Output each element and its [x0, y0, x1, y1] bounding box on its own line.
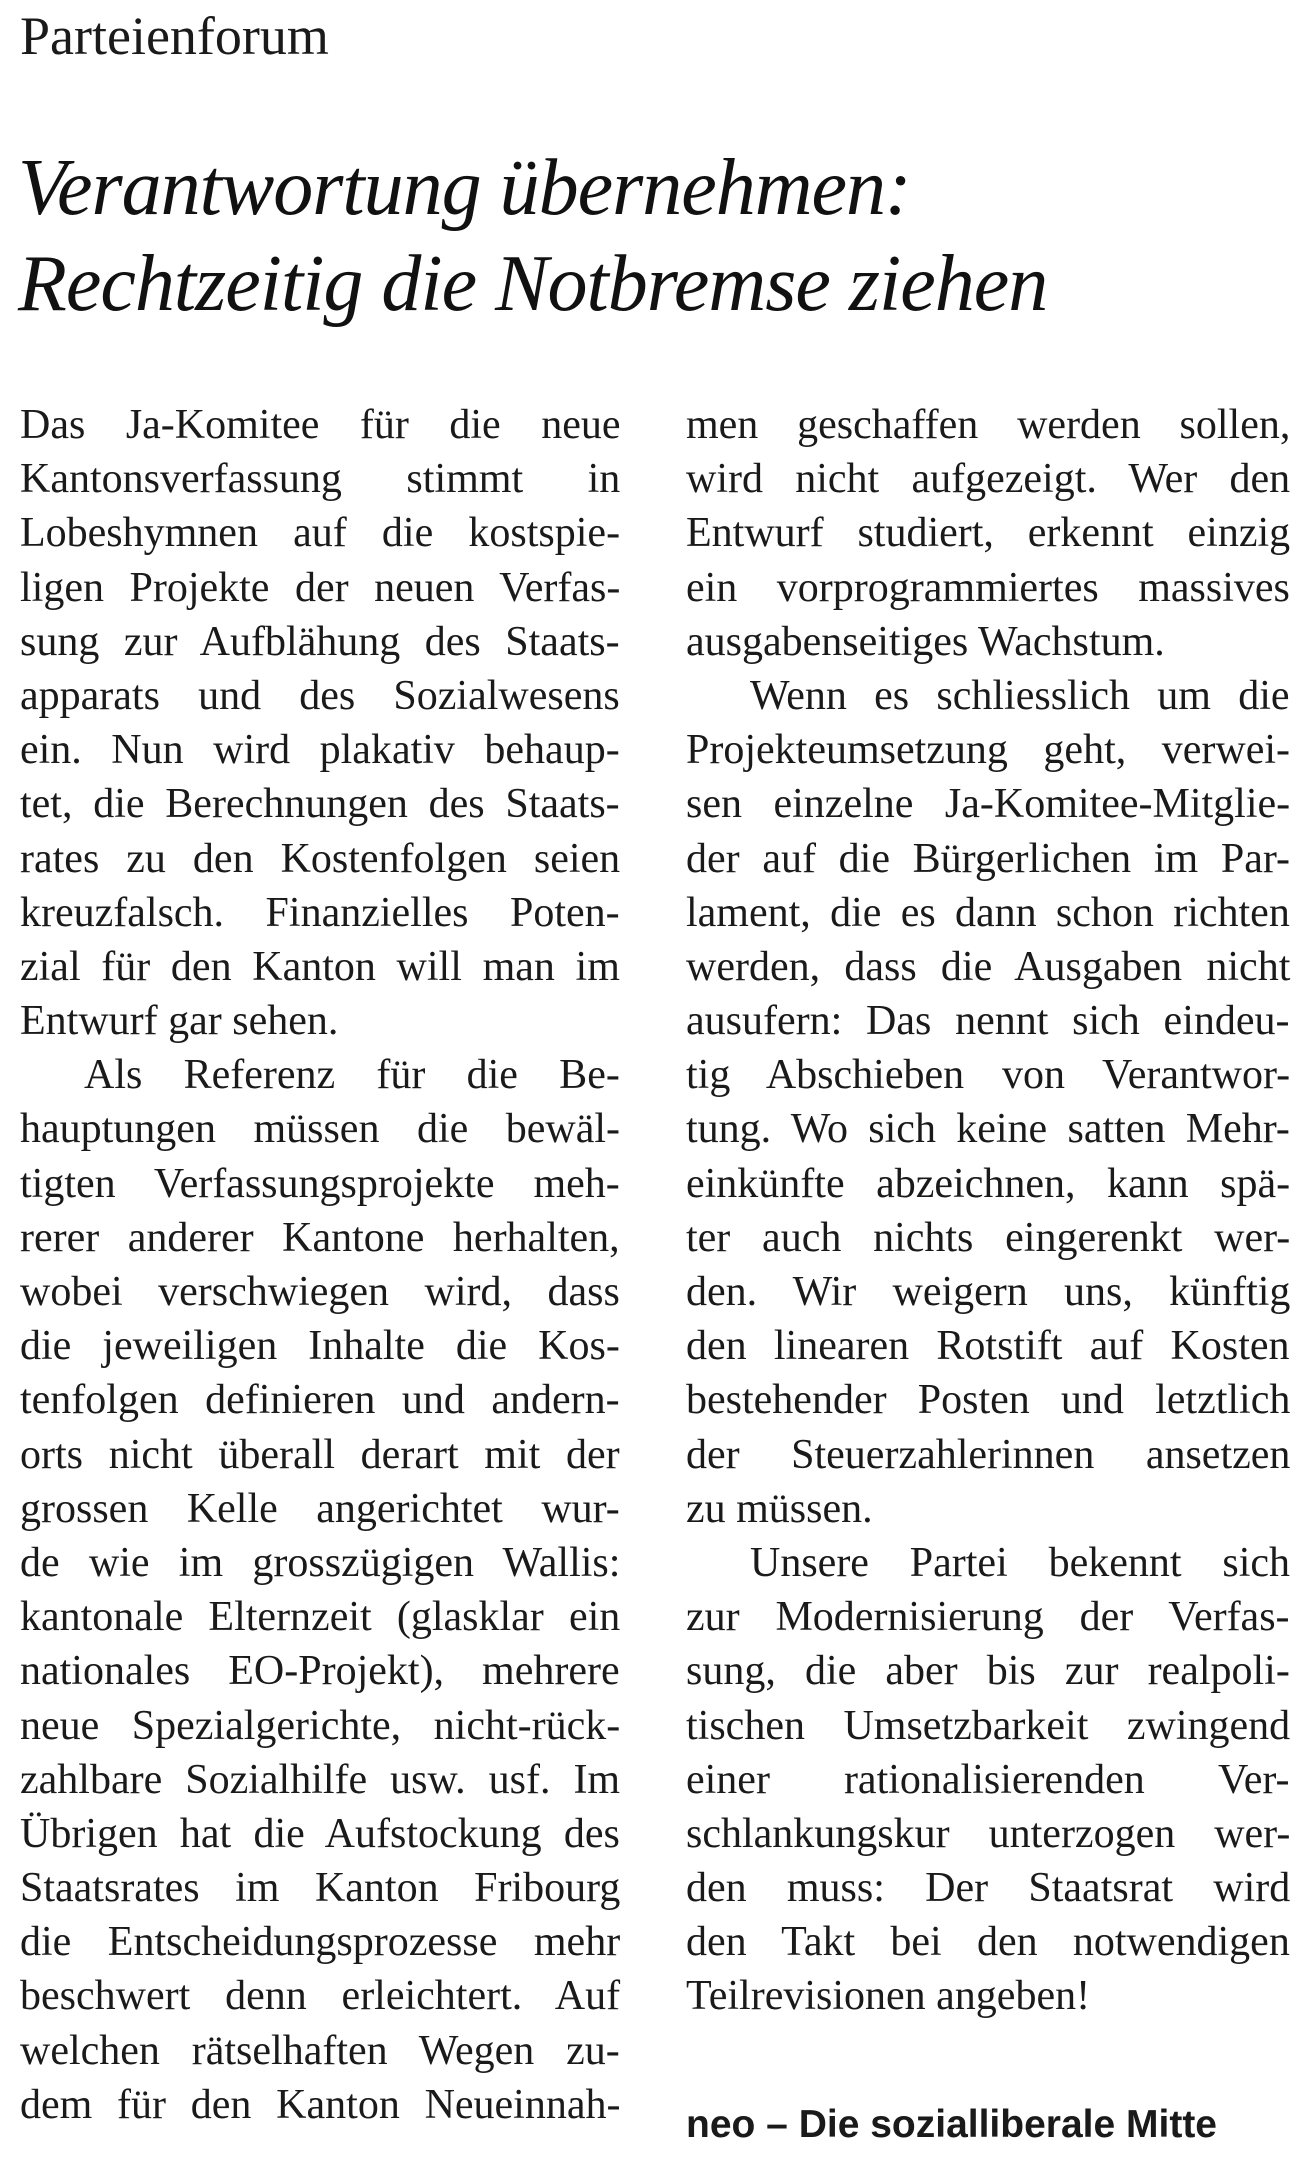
- text-line: schlankungskur unterzogen wer-: [686, 1810, 1291, 1857]
- text-line: Wenn es schliesslich um die: [750, 672, 1290, 719]
- text-line: sen einzelne Ja-Komitee-Mitglie-: [686, 781, 1291, 828]
- text-line: den. Wir weigern uns, künftig: [686, 1269, 1291, 1315]
- text-line: Übrigen hat die Aufstockung des: [20, 1810, 620, 1857]
- text-line: Staatsrates im Kanton Fribourg: [20, 1865, 621, 1912]
- text-line: neue Spezialgerichte, nicht-rück-: [20, 1702, 621, 1749]
- text-line: ausufern: Das nennt sich eindeu-: [686, 998, 1290, 1045]
- text-line: einer rationalisierenden Ver-: [686, 1756, 1290, 1803]
- text-line: grossen Kelle angerichtet wur-: [20, 1485, 620, 1532]
- text-line: ter auch nichts eingerenkt wer-: [686, 1214, 1291, 1261]
- article-headline: [18, 140, 1298, 332]
- text-line: dem für den Kanton Neueinnah-: [20, 2081, 621, 2128]
- section-label: Parteienforum: [20, 6, 329, 66]
- text-line: sung zur Aufblähung des Staats-: [20, 618, 620, 665]
- text-line: einkünfte abzeichnen, kann spä-: [686, 1160, 1291, 1207]
- text-line: sung, die aber bis zur realpoli-: [686, 1648, 1290, 1695]
- text-line: Kantonsverfassung stimmt in: [20, 456, 621, 503]
- text-line: kantonale Elternzeit (glasklar ein: [20, 1594, 621, 1641]
- text-line: den Takt bei den notwendigen: [686, 1919, 1290, 1966]
- text-line: kreuzfalsch. Finanzielles Poten-: [20, 889, 620, 936]
- text-line: Entwurf gar sehen.: [20, 998, 339, 1045]
- text-line: Projekteumsetzung geht, verwei-: [686, 727, 1290, 774]
- text-line: tung. Wo sich keine satten Mehr-: [686, 1106, 1290, 1153]
- text-line: Lobeshymnen auf die kostspie-: [20, 510, 621, 557]
- text-line: apparats und des Sozialwesens: [20, 672, 620, 719]
- text-line: ein. Nun wird plakativ behaup-: [20, 727, 620, 774]
- text-line: die Entscheidungsprozesse mehr: [20, 1919, 621, 1966]
- author-signature: neo – Die sozialliberale Mitte: [686, 2103, 1217, 2146]
- text-line: beschwert denn erleichtert. Auf: [20, 1973, 621, 2020]
- text-line: wird nicht aufgezeigt. Wer den: [686, 456, 1291, 503]
- text-line: tigten Verfassungsprojekte meh-: [20, 1160, 620, 1207]
- text-line: werden, dass die Ausgaben nicht: [686, 943, 1291, 990]
- text-line: ligen Projekte der neuen Verfas-: [20, 564, 621, 611]
- text-line: tig Abschieben von Verantwor-: [686, 1052, 1291, 1099]
- text-line: den linearen Rotstift auf Kosten: [686, 1323, 1290, 1370]
- text-line: zahlbare Sozialhilfe usw. usf. Im: [20, 1756, 621, 1803]
- text-line: zial für den Kanton will man im: [20, 943, 620, 990]
- text-line: Als Referenz für die Be-: [84, 1052, 620, 1099]
- headline-line: Rechtzeitig die Notbremse ziehen: [18, 240, 1048, 328]
- text-line: welchen rätselhaften Wegen zu-: [20, 2027, 620, 2074]
- text-line: zu müssen.: [686, 1485, 873, 1532]
- text-line: hauptungen müssen die bewäl-: [20, 1106, 621, 1153]
- text-line: de wie im grosszügigen Wallis:: [20, 1539, 621, 1586]
- text-line: tenfolgen definieren und andern-: [20, 1377, 620, 1424]
- text-line: rerer anderer Kantone herhalten,: [20, 1214, 620, 1261]
- text-line: nationales EO-Projekt), mehrere: [20, 1648, 620, 1695]
- text-line: zur Modernisierung der Verfas-: [686, 1594, 1290, 1641]
- text-line: Das Ja-Komitee für die neue: [20, 402, 621, 448]
- text-line: den muss: Der Staatsrat wird: [686, 1865, 1291, 1912]
- text-line: die jeweiligen Inhalte die Kos-: [20, 1323, 620, 1370]
- text-line: tischen Umsetzbarkeit zwingend: [686, 1702, 1291, 1749]
- text-line: Entwurf studiert, erkennt einzig: [686, 510, 1291, 557]
- text-line: orts nicht überall derart mit der: [20, 1431, 620, 1478]
- article-column-left: [20, 398, 620, 2132]
- text-line: Teilrevisionen angeben!: [686, 1973, 1091, 2020]
- text-line: der Steuerzahlerinnen ansetzen: [686, 1431, 1291, 1478]
- text-line: ausgabenseitiges Wachstum.: [686, 618, 1165, 665]
- text-line: men geschaffen werden sollen,: [686, 402, 1291, 448]
- text-line: der auf die Bürgerlichen im Par-: [686, 835, 1291, 882]
- text-line: wobei verschwiegen wird, dass: [20, 1269, 620, 1315]
- text-line: bestehender Posten und letztlich: [686, 1377, 1291, 1424]
- headline-line: Verantwortung übernehmen:: [18, 144, 911, 232]
- text-line: rates zu den Kostenfolgen seien: [20, 835, 621, 882]
- text-line: Unsere Partei bekennt sich: [750, 1539, 1291, 1586]
- article-column-right: [686, 398, 1290, 2024]
- text-line: lament, die es dann schon richten: [686, 889, 1290, 936]
- text-line: ein vorprogrammiertes massives: [686, 564, 1290, 611]
- text-line: tet, die Berechnungen des Staats-: [20, 781, 620, 828]
